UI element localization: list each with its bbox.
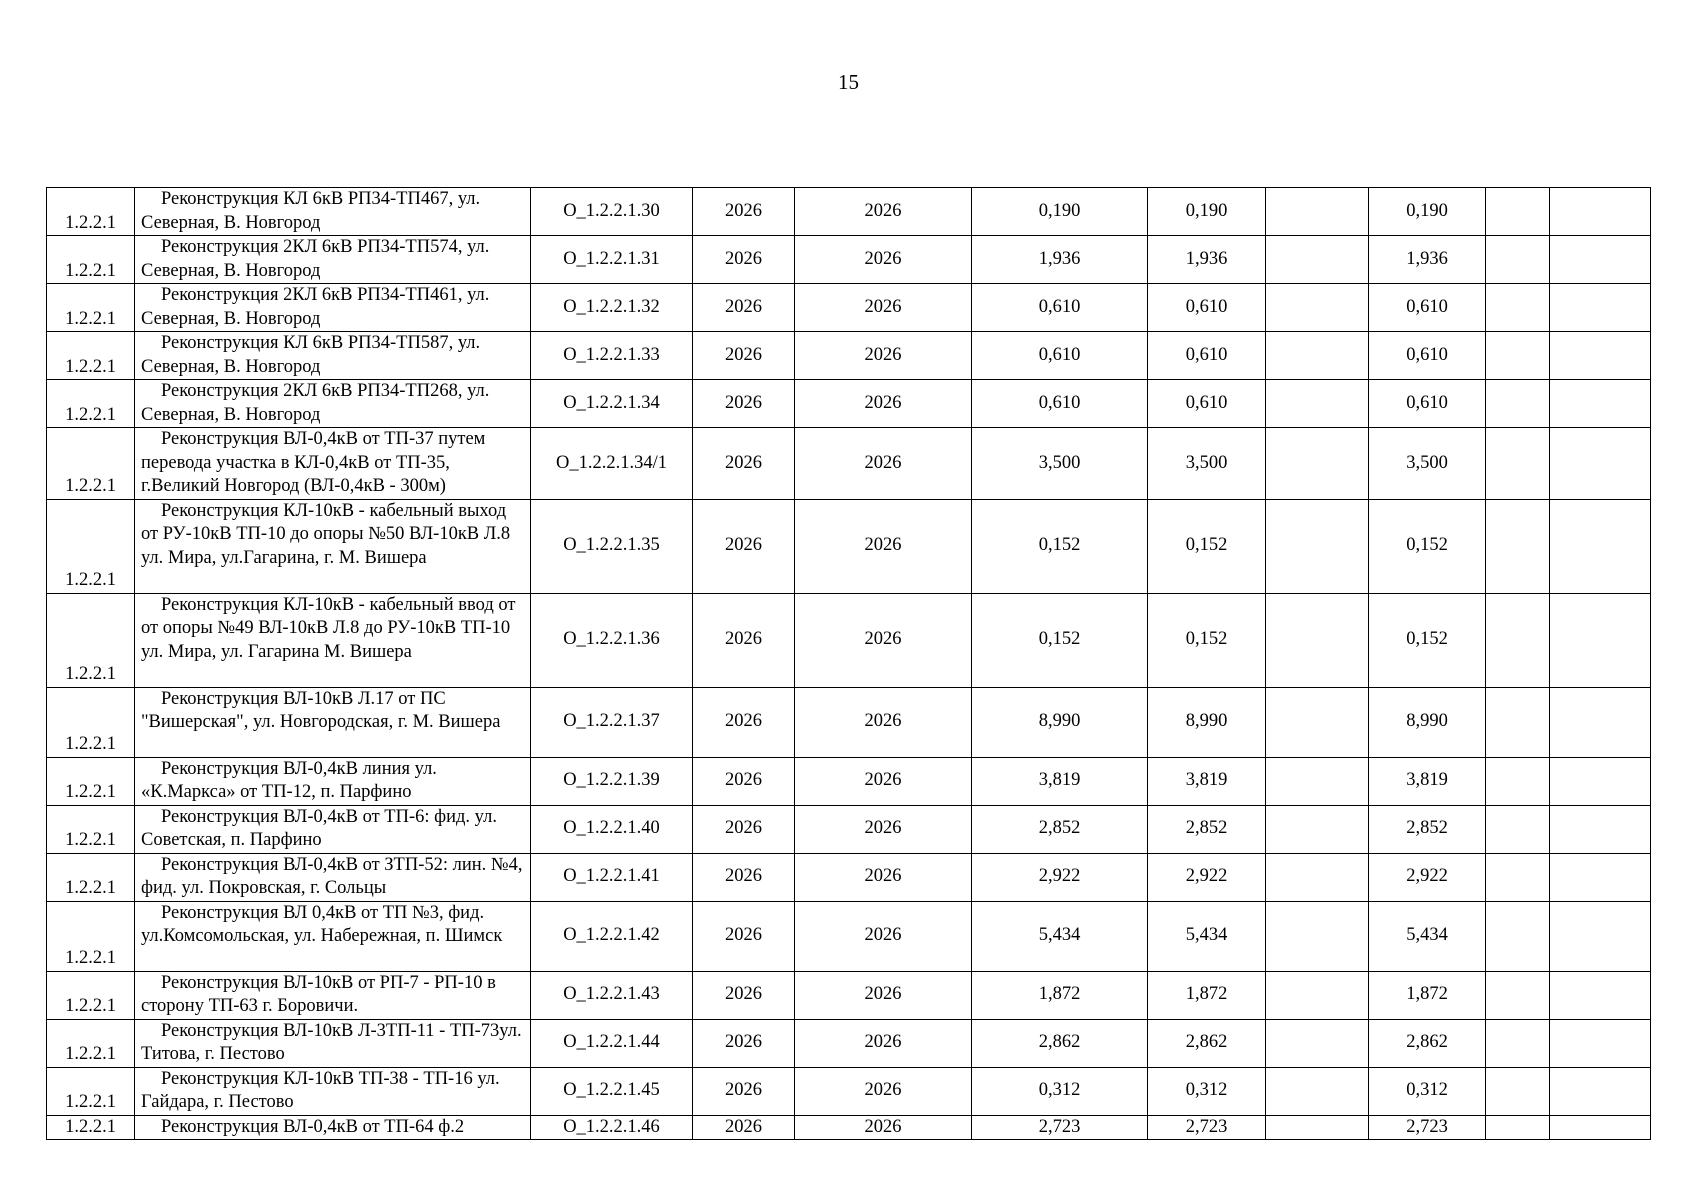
start-year-cell: 2026 — [693, 593, 795, 687]
table-row — [47, 236, 1651, 284]
page-number: 15 — [838, 70, 859, 94]
value-cell-3: 0,152 — [1369, 593, 1486, 687]
table-row — [47, 971, 1651, 1019]
value-cell-3: 2,852 — [1369, 805, 1486, 853]
empty-cell — [1486, 499, 1550, 593]
value-cell-2: 2,922 — [1148, 853, 1266, 901]
empty-cell — [1550, 805, 1651, 853]
value-cell-2: 0,190 — [1148, 188, 1266, 236]
project-id-cell: O_1.2.2.1.31 — [531, 236, 693, 284]
table-row — [47, 687, 1651, 757]
project-id-cell: O_1.2.2.1.46 — [531, 1115, 693, 1140]
table-row — [47, 380, 1651, 428]
end-year-cell: 2026 — [795, 805, 972, 853]
project-name-cell: Реконструкция ВЛ-0,4кВ от ТП-64 ф.2 — [135, 1115, 531, 1140]
value-cell-3: 5,434 — [1369, 901, 1486, 971]
value-cell-1: 0,312 — [972, 1067, 1148, 1115]
end-year-cell: 2026 — [795, 757, 972, 805]
empty-cell — [1486, 1019, 1550, 1067]
table-row — [47, 1067, 1651, 1115]
value-cell-1: 0,610 — [972, 380, 1148, 428]
value-cell-2: 3,500 — [1148, 428, 1266, 500]
section-code-cell: 1.2.2.1 — [47, 1067, 135, 1115]
value-cell-1: 8,990 — [972, 687, 1148, 757]
project-name-cell: Реконструкция КЛ-10кВ ТП-38 - ТП-16 ул. Гайдара, г. Пестово — [135, 1067, 531, 1115]
empty-cell — [1550, 1019, 1651, 1067]
end-year-cell: 2026 — [795, 1115, 972, 1140]
empty-cell — [1266, 687, 1369, 757]
empty-cell — [1486, 284, 1550, 332]
empty-cell — [1550, 380, 1651, 428]
section-code-cell: 1.2.2.1 — [47, 687, 135, 757]
table-row — [47, 853, 1651, 901]
value-cell-3: 0,152 — [1369, 499, 1486, 593]
empty-cell — [1550, 1115, 1651, 1140]
value-cell-2: 3,819 — [1148, 757, 1266, 805]
start-year-cell: 2026 — [693, 284, 795, 332]
start-year-cell: 2026 — [693, 1067, 795, 1115]
empty-cell — [1550, 971, 1651, 1019]
empty-cell — [1550, 188, 1651, 236]
project-name-cell: Реконструкция ВЛ-10кВ от РП-7 - РП-10 в сторону ТП-63 г. Боровичи. — [135, 971, 531, 1019]
value-cell-3: 0,610 — [1369, 380, 1486, 428]
empty-cell — [1266, 853, 1369, 901]
empty-cell — [1550, 687, 1651, 757]
value-cell-2: 0,152 — [1148, 593, 1266, 687]
value-cell-1: 1,872 — [972, 971, 1148, 1019]
empty-cell — [1266, 593, 1369, 687]
empty-cell — [1486, 236, 1550, 284]
project-id-cell: O_1.2.2.1.34 — [531, 380, 693, 428]
project-name-cell: Реконструкция 2КЛ 6кВ РП34-ТП574, ул. Северная, В. Новгород — [135, 236, 531, 284]
empty-cell — [1266, 236, 1369, 284]
end-year-cell: 2026 — [795, 236, 972, 284]
table-row — [47, 1019, 1651, 1067]
value-cell-2: 1,936 — [1148, 236, 1266, 284]
value-cell-1: 2,862 — [972, 1019, 1148, 1067]
empty-cell — [1486, 853, 1550, 901]
project-name-cell: Реконструкция 2КЛ 6кВ РП34-ТП268, ул. Северная, В. Новгород — [135, 380, 531, 428]
empty-cell — [1266, 971, 1369, 1019]
value-cell-1: 2,922 — [972, 853, 1148, 901]
table-row — [47, 428, 1651, 500]
project-name-cell: Реконструкция КЛ-10кВ - кабельный выход от РУ-10кВ ТП-10 до опоры №50 ВЛ-10кВ Л.8 ул. Мира, ул.Гагарина, г. М. Вишера — [135, 499, 531, 593]
empty-cell — [1550, 236, 1651, 284]
section-code-cell: 1.2.2.1 — [47, 284, 135, 332]
empty-cell — [1266, 284, 1369, 332]
project-id-cell: O_1.2.2.1.39 — [531, 757, 693, 805]
value-cell-1: 0,610 — [972, 284, 1148, 332]
section-code-cell: 1.2.2.1 — [47, 805, 135, 853]
empty-cell — [1266, 499, 1369, 593]
table-row — [47, 757, 1651, 805]
end-year-cell: 2026 — [795, 853, 972, 901]
section-code-cell: 1.2.2.1 — [47, 1019, 135, 1067]
start-year-cell: 2026 — [693, 805, 795, 853]
table-row — [47, 499, 1651, 593]
empty-cell — [1550, 284, 1651, 332]
empty-cell — [1486, 428, 1550, 500]
project-id-cell: O_1.2.2.1.35 — [531, 499, 693, 593]
section-code-cell: 1.2.2.1 — [47, 971, 135, 1019]
project-id-cell: O_1.2.2.1.44 — [531, 1019, 693, 1067]
value-cell-1: 0,152 — [972, 499, 1148, 593]
empty-cell — [1550, 499, 1651, 593]
project-id-cell: O_1.2.2.1.33 — [531, 332, 693, 380]
table-row — [47, 901, 1651, 971]
start-year-cell: 2026 — [693, 1019, 795, 1067]
data-table — [46, 187, 1651, 1140]
start-year-cell: 2026 — [693, 236, 795, 284]
end-year-cell: 2026 — [795, 901, 972, 971]
value-cell-3: 2,862 — [1369, 1019, 1486, 1067]
table-row — [47, 805, 1651, 853]
empty-cell — [1486, 687, 1550, 757]
empty-cell — [1486, 332, 1550, 380]
end-year-cell: 2026 — [795, 284, 972, 332]
value-cell-3: 0,312 — [1369, 1067, 1486, 1115]
project-name-cell: Реконструкция КЛ-10кВ - кабельный ввод от от опоры №49 ВЛ-10кВ Л.8 до РУ-10кВ ТП-10 ул. Мира, ул. Гагарина М. Вишера — [135, 593, 531, 687]
value-cell-1: 0,190 — [972, 188, 1148, 236]
project-id-cell: O_1.2.2.1.32 — [531, 284, 693, 332]
empty-cell — [1550, 428, 1651, 500]
start-year-cell: 2026 — [693, 901, 795, 971]
project-name-cell: Реконструкция ВЛ-0,4кВ линия ул. «К.Маркса» от ТП-12, п. Парфино — [135, 757, 531, 805]
project-name-cell: Реконструкция ВЛ-10кВ Л.17 от ПС "Вишерская", ул. Новгородская, г. М. Вишера — [135, 687, 531, 757]
value-cell-1: 3,819 — [972, 757, 1148, 805]
value-cell-2: 2,723 — [1148, 1115, 1266, 1140]
empty-cell — [1486, 901, 1550, 971]
table-row — [47, 188, 1651, 236]
start-year-cell: 2026 — [693, 971, 795, 1019]
end-year-cell: 2026 — [795, 380, 972, 428]
project-id-cell: O_1.2.2.1.45 — [531, 1067, 693, 1115]
section-code-cell: 1.2.2.1 — [47, 593, 135, 687]
project-id-cell: O_1.2.2.1.36 — [531, 593, 693, 687]
section-code-cell: 1.2.2.1 — [47, 853, 135, 901]
start-year-cell: 2026 — [693, 380, 795, 428]
empty-cell — [1266, 1115, 1369, 1140]
empty-cell — [1266, 757, 1369, 805]
empty-cell — [1486, 188, 1550, 236]
empty-cell — [1486, 805, 1550, 853]
value-cell-1: 1,936 — [972, 236, 1148, 284]
value-cell-3: 3,819 — [1369, 757, 1486, 805]
section-code-cell: 1.2.2.1 — [47, 1115, 135, 1140]
value-cell-3: 0,610 — [1369, 332, 1486, 380]
end-year-cell: 2026 — [795, 188, 972, 236]
table-row — [47, 1115, 1651, 1140]
project-name-cell: Реконструкция ВЛ-10кВ Л-3ТП-11 - ТП-73ул. Титова, г. Пестово — [135, 1019, 531, 1067]
value-cell-3: 1,872 — [1369, 971, 1486, 1019]
end-year-cell: 2026 — [795, 428, 972, 500]
project-name-cell: Реконструкция ВЛ 0,4кВ от ТП №3, фид. ул.Комсомольская, ул. Набережная, п. Шимск — [135, 901, 531, 971]
start-year-cell: 2026 — [693, 499, 795, 593]
value-cell-3: 1,936 — [1369, 236, 1486, 284]
empty-cell — [1486, 1067, 1550, 1115]
empty-cell — [1266, 428, 1369, 500]
value-cell-2: 8,990 — [1148, 687, 1266, 757]
table-row — [47, 284, 1651, 332]
value-cell-3: 2,922 — [1369, 853, 1486, 901]
project-name-cell: Реконструкция 2КЛ 6кВ РП34-ТП461, ул. Северная, В. Новгород — [135, 284, 531, 332]
project-name-cell: Реконструкция КЛ 6кВ РП34-ТП467, ул. Северная, В. Новгород — [135, 188, 531, 236]
section-code-cell: 1.2.2.1 — [47, 332, 135, 380]
empty-cell — [1266, 380, 1369, 428]
empty-cell — [1550, 1067, 1651, 1115]
value-cell-3: 0,610 — [1369, 284, 1486, 332]
section-code-cell: 1.2.2.1 — [47, 428, 135, 500]
value-cell-3: 3,500 — [1369, 428, 1486, 500]
end-year-cell: 2026 — [795, 1067, 972, 1115]
start-year-cell: 2026 — [693, 687, 795, 757]
project-id-cell: O_1.2.2.1.42 — [531, 901, 693, 971]
value-cell-2: 1,872 — [1148, 971, 1266, 1019]
value-cell-2: 0,152 — [1148, 499, 1266, 593]
end-year-cell: 2026 — [795, 1019, 972, 1067]
empty-cell — [1550, 853, 1651, 901]
value-cell-2: 0,610 — [1148, 380, 1266, 428]
start-year-cell: 2026 — [693, 188, 795, 236]
empty-cell — [1486, 757, 1550, 805]
project-id-cell: O_1.2.2.1.34/1 — [531, 428, 693, 500]
value-cell-1: 2,852 — [972, 805, 1148, 853]
empty-cell — [1486, 971, 1550, 1019]
project-id-cell: O_1.2.2.1.41 — [531, 853, 693, 901]
end-year-cell: 2026 — [795, 687, 972, 757]
project-name-cell: Реконструкция ВЛ-0,4кВ от ТП-6: фид. ул. Советская, п. Парфино — [135, 805, 531, 853]
value-cell-1: 2,723 — [972, 1115, 1148, 1140]
project-name-cell: Реконструкция КЛ 6кВ РП34-ТП587, ул. Северная, В. Новгород — [135, 332, 531, 380]
start-year-cell: 2026 — [693, 428, 795, 500]
value-cell-2: 0,610 — [1148, 284, 1266, 332]
empty-cell — [1550, 901, 1651, 971]
empty-cell — [1550, 593, 1651, 687]
table-body — [47, 188, 1651, 1140]
empty-cell — [1266, 1067, 1369, 1115]
end-year-cell: 2026 — [795, 593, 972, 687]
section-code-cell: 1.2.2.1 — [47, 757, 135, 805]
section-code-cell: 1.2.2.1 — [47, 236, 135, 284]
project-id-cell: O_1.2.2.1.43 — [531, 971, 693, 1019]
table-row — [47, 332, 1651, 380]
empty-cell — [1550, 332, 1651, 380]
value-cell-2: 0,312 — [1148, 1067, 1266, 1115]
value-cell-2: 2,852 — [1148, 805, 1266, 853]
end-year-cell: 2026 — [795, 971, 972, 1019]
empty-cell — [1266, 901, 1369, 971]
section-code-cell: 1.2.2.1 — [47, 380, 135, 428]
empty-cell — [1266, 188, 1369, 236]
value-cell-1: 3,500 — [972, 428, 1148, 500]
table-row — [47, 593, 1651, 687]
end-year-cell: 2026 — [795, 499, 972, 593]
value-cell-2: 0,610 — [1148, 332, 1266, 380]
empty-cell — [1266, 332, 1369, 380]
section-code-cell: 1.2.2.1 — [47, 188, 135, 236]
value-cell-1: 0,152 — [972, 593, 1148, 687]
section-code-cell: 1.2.2.1 — [47, 901, 135, 971]
value-cell-1: 5,434 — [972, 901, 1148, 971]
start-year-cell: 2026 — [693, 853, 795, 901]
project-name-cell: Реконструкция ВЛ-0,4кВ от ЗТП-52: лин. №4, фид. ул. Покровская, г. Сольцы — [135, 853, 531, 901]
project-id-cell: O_1.2.2.1.37 — [531, 687, 693, 757]
project-name-cell: Реконструкция ВЛ-0,4кВ от ТП-37 путем перевода участка в КЛ-0,4кВ от ТП-35, г.Великий Новгород (ВЛ-0,4кВ - 300м) — [135, 428, 531, 500]
start-year-cell: 2026 — [693, 1115, 795, 1140]
empty-cell — [1486, 1115, 1550, 1140]
value-cell-2: 2,862 — [1148, 1019, 1266, 1067]
project-id-cell: O_1.2.2.1.40 — [531, 805, 693, 853]
start-year-cell: 2026 — [693, 332, 795, 380]
end-year-cell: 2026 — [795, 332, 972, 380]
value-cell-1: 0,610 — [972, 332, 1148, 380]
empty-cell — [1266, 805, 1369, 853]
empty-cell — [1486, 380, 1550, 428]
empty-cell — [1550, 757, 1651, 805]
project-id-cell: O_1.2.2.1.30 — [531, 188, 693, 236]
value-cell-3: 8,990 — [1369, 687, 1486, 757]
section-code-cell: 1.2.2.1 — [47, 499, 135, 593]
empty-cell — [1266, 1019, 1369, 1067]
empty-cell — [1486, 593, 1550, 687]
start-year-cell: 2026 — [693, 757, 795, 805]
value-cell-3: 0,190 — [1369, 188, 1486, 236]
value-cell-2: 5,434 — [1148, 901, 1266, 971]
value-cell-3: 2,723 — [1369, 1115, 1486, 1140]
